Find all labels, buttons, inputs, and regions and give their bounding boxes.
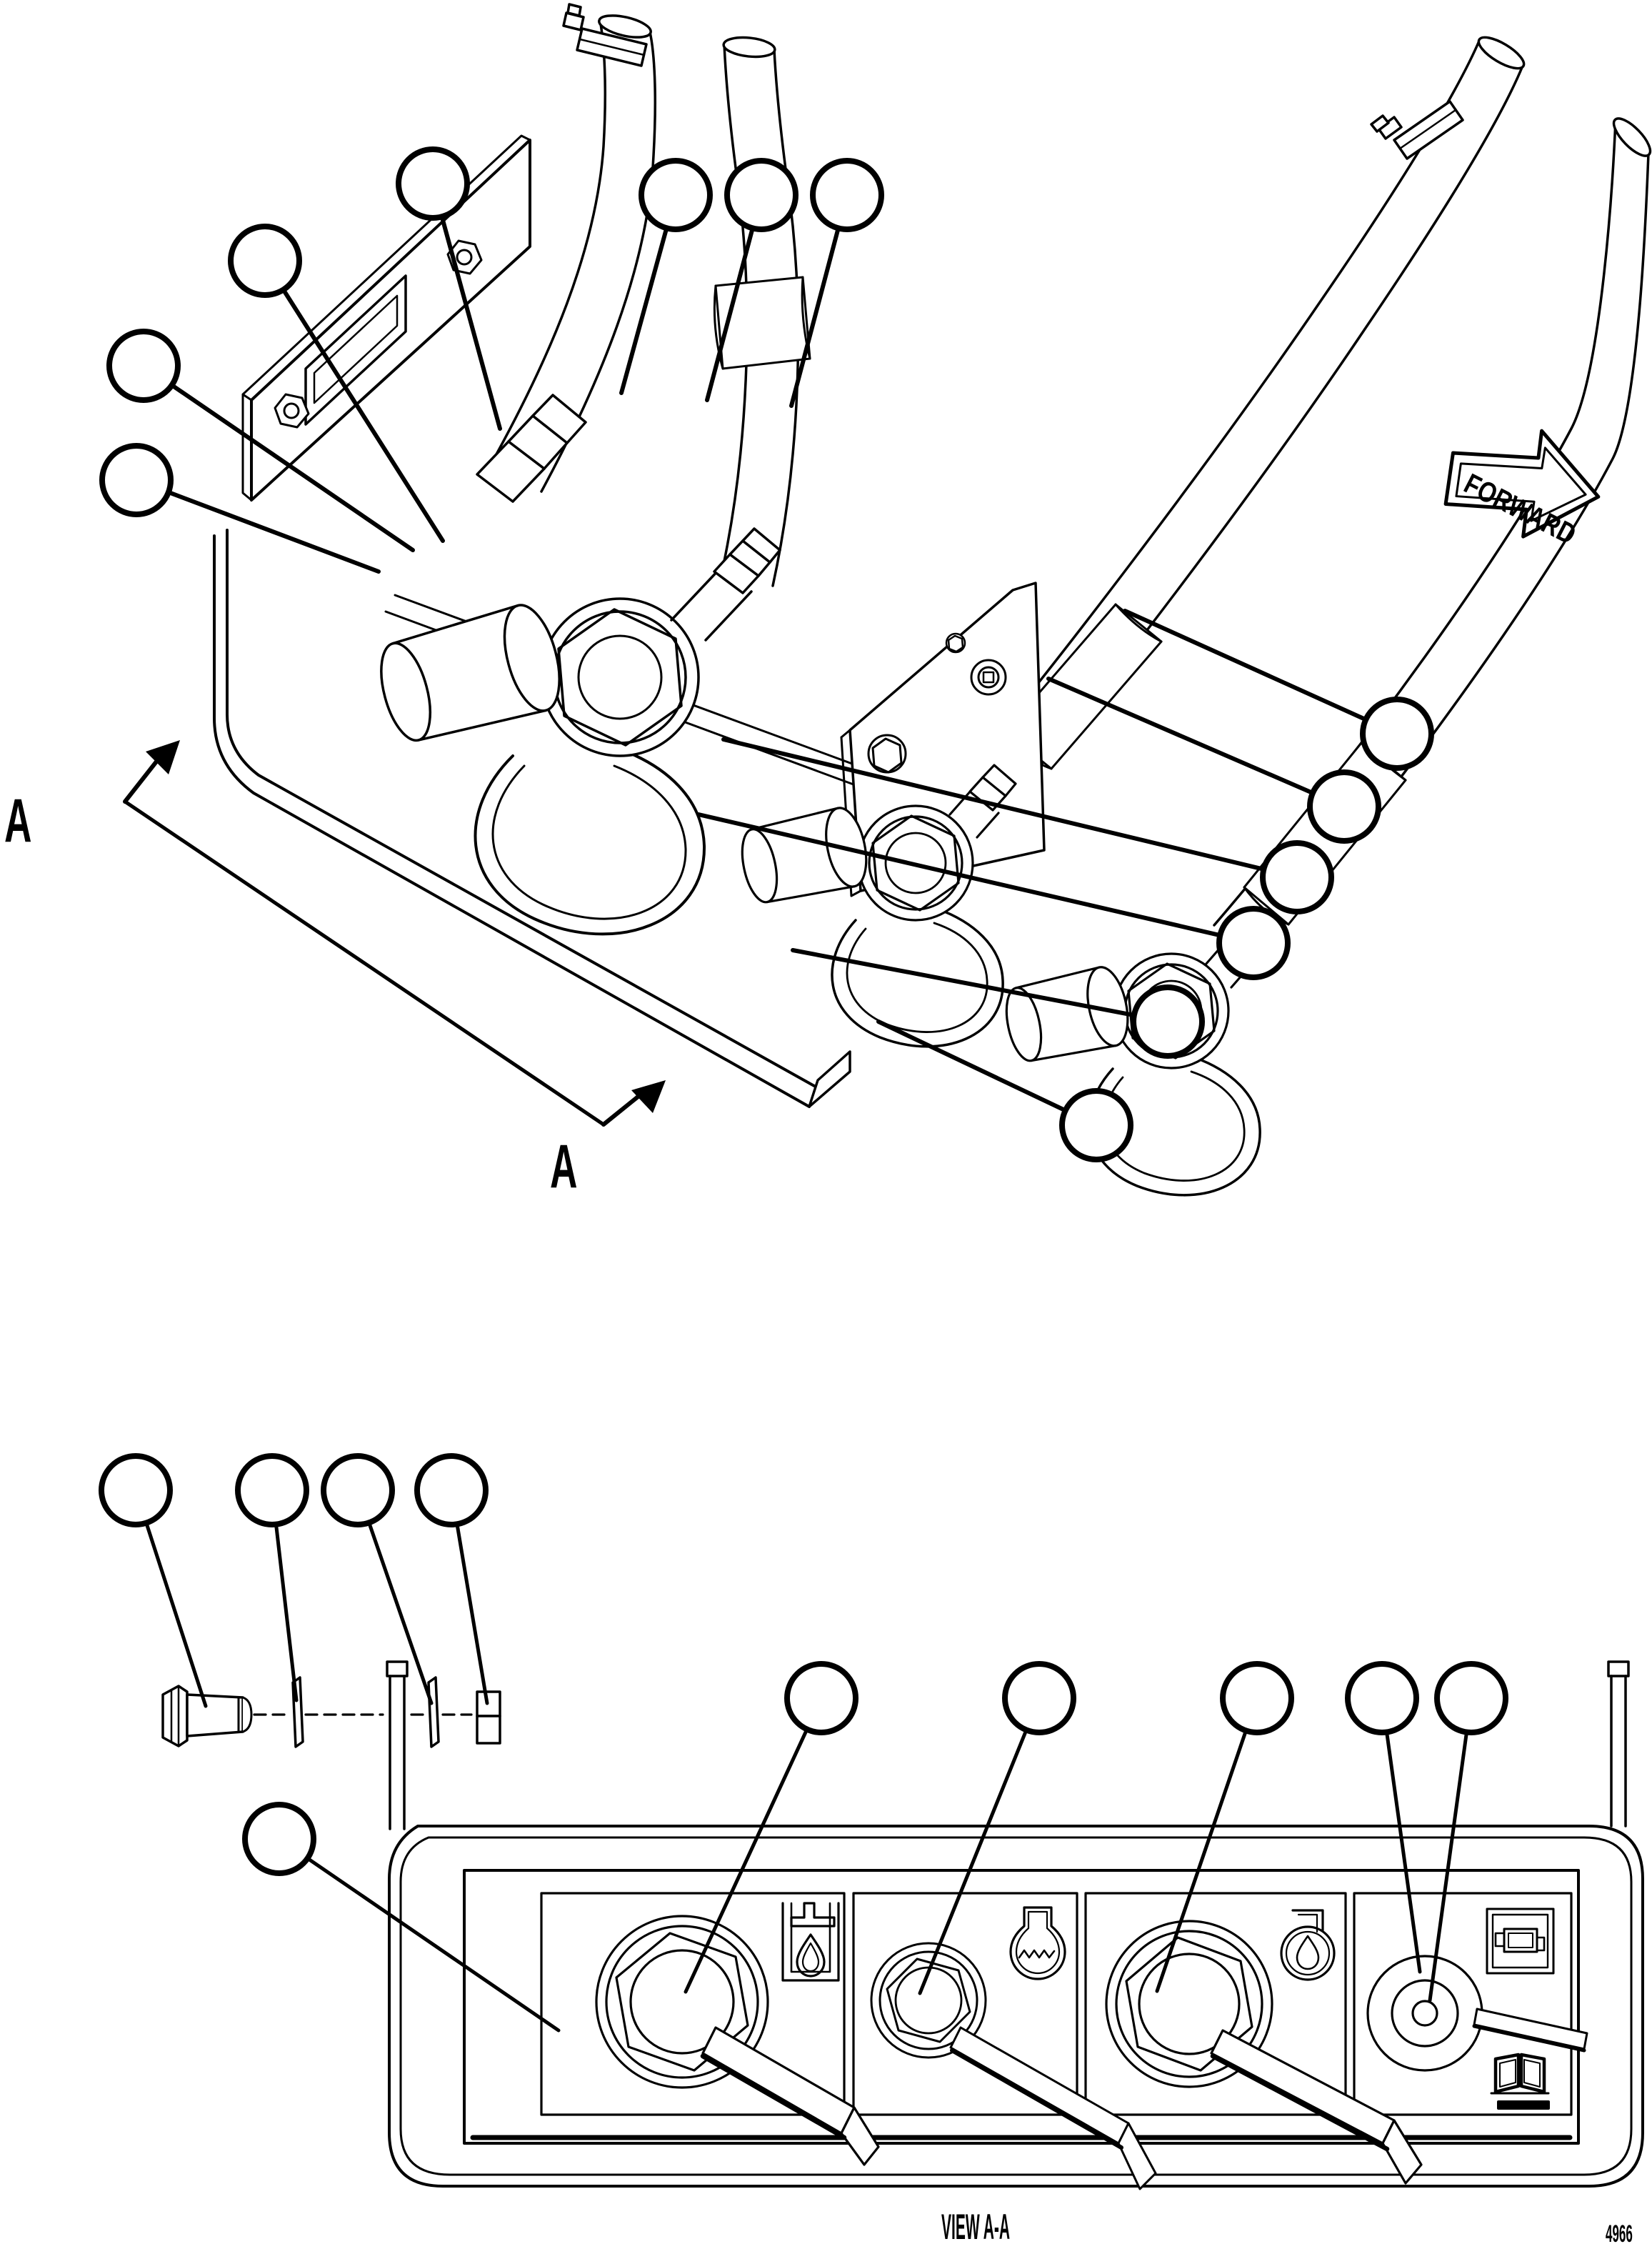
cap-lanyard-loop — [832, 909, 1003, 1047]
flat-washer — [429, 1677, 439, 1747]
hex-bolt — [868, 735, 906, 772]
callout-balloon — [417, 1456, 486, 1525]
callout-leader-line — [621, 228, 666, 393]
callout-balloon — [1348, 1664, 1416, 1732]
hose-4 — [1214, 114, 1652, 954]
cap-handle — [951, 2028, 1156, 2189]
hex-nut-side-view — [477, 1692, 500, 1743]
callout-balloon — [1219, 909, 1288, 977]
callout-balloon — [813, 161, 881, 229]
callout-balloon — [1005, 1664, 1073, 1732]
wave-glyph — [1019, 1950, 1054, 1958]
callout-balloon — [1263, 843, 1331, 912]
callout-leader-line — [686, 1730, 807, 1992]
forward-label: FORWARD — [1459, 467, 1581, 551]
callout-leader-line — [1157, 1730, 1246, 1991]
panel-support-post — [387, 1662, 407, 1829]
panel-section-plate — [1354, 1893, 1571, 2115]
callout-balloon — [1062, 1091, 1131, 1160]
book-label — [1497, 2100, 1550, 2110]
callout-balloon — [787, 1664, 856, 1732]
callout-balloon — [1133, 987, 1202, 1056]
callout-leader-line — [308, 1858, 559, 2030]
cap-handle — [1211, 2030, 1421, 2183]
operator-manual-book-icon — [1491, 2055, 1550, 2110]
callout-leader-line — [1125, 611, 1366, 719]
callout-leader-line — [146, 1523, 206, 1706]
callout-leader-line — [1387, 1732, 1420, 1972]
receptacle-coolant — [871, 1943, 1156, 2189]
callout-balloon — [641, 161, 710, 229]
cap-handle — [1474, 2009, 1587, 2050]
t-handle — [791, 1903, 834, 1926]
callout-leader-line — [276, 1525, 296, 1700]
callout-balloon — [324, 1456, 392, 1525]
top-view-isometric-assembly — [4, 4, 1652, 1201]
dust-cap-cylinder — [371, 599, 569, 750]
hose-clamp — [1371, 101, 1463, 159]
receptacle-fuel-fill — [596, 1916, 878, 2165]
callout-balloon — [109, 331, 178, 400]
callout-balloon — [1310, 772, 1378, 841]
panel-frame — [389, 1826, 1643, 2186]
page-number: 4966 — [1606, 2220, 1633, 2248]
elbow-fitting — [671, 529, 780, 640]
drop-glyph — [1297, 1936, 1318, 1969]
forward-direction-arrow — [1438, 412, 1611, 554]
callout-balloon — [1363, 699, 1431, 768]
round-head-bolt — [971, 660, 1006, 694]
coolant-bottle-icon — [1011, 1908, 1065, 1979]
battery-icon — [1487, 1909, 1553, 1973]
callout-balloon — [1437, 1664, 1506, 1732]
fluid-container-drain-icon — [783, 1903, 838, 1980]
section-label-start: A — [4, 787, 32, 856]
view-title: VIEW A-A — [941, 2207, 1011, 2248]
bottom-view-a-a — [101, 1456, 1643, 2248]
small-nut — [946, 634, 965, 652]
callout-balloon — [238, 1456, 306, 1525]
callout-balloon — [231, 226, 299, 295]
callout-balloon — [727, 161, 796, 229]
callout-balloon — [1223, 1664, 1291, 1732]
drop-glyph — [797, 1935, 824, 1976]
section-label-end: A — [550, 1132, 578, 1202]
callout-balloon — [399, 149, 467, 218]
hex-bolt-side-view — [163, 1686, 251, 1746]
exploded-bolt-hardware — [163, 1662, 500, 1829]
engine-oil-drop-icon — [1281, 1910, 1334, 1980]
hex-collar — [541, 599, 699, 756]
panel-support-post — [1608, 1662, 1628, 1826]
section-cut-line — [125, 802, 604, 1124]
callout-leader-line — [1048, 679, 1313, 793]
dust-cap-cylinder — [1000, 964, 1134, 1067]
callout-balloon — [102, 446, 171, 514]
callout-balloon — [245, 1805, 314, 1873]
callout-balloon — [101, 1456, 170, 1525]
left-bracket-plate — [243, 136, 530, 500]
cap-lanyard-loop — [475, 749, 704, 934]
callout-leader-line — [457, 1524, 487, 1703]
